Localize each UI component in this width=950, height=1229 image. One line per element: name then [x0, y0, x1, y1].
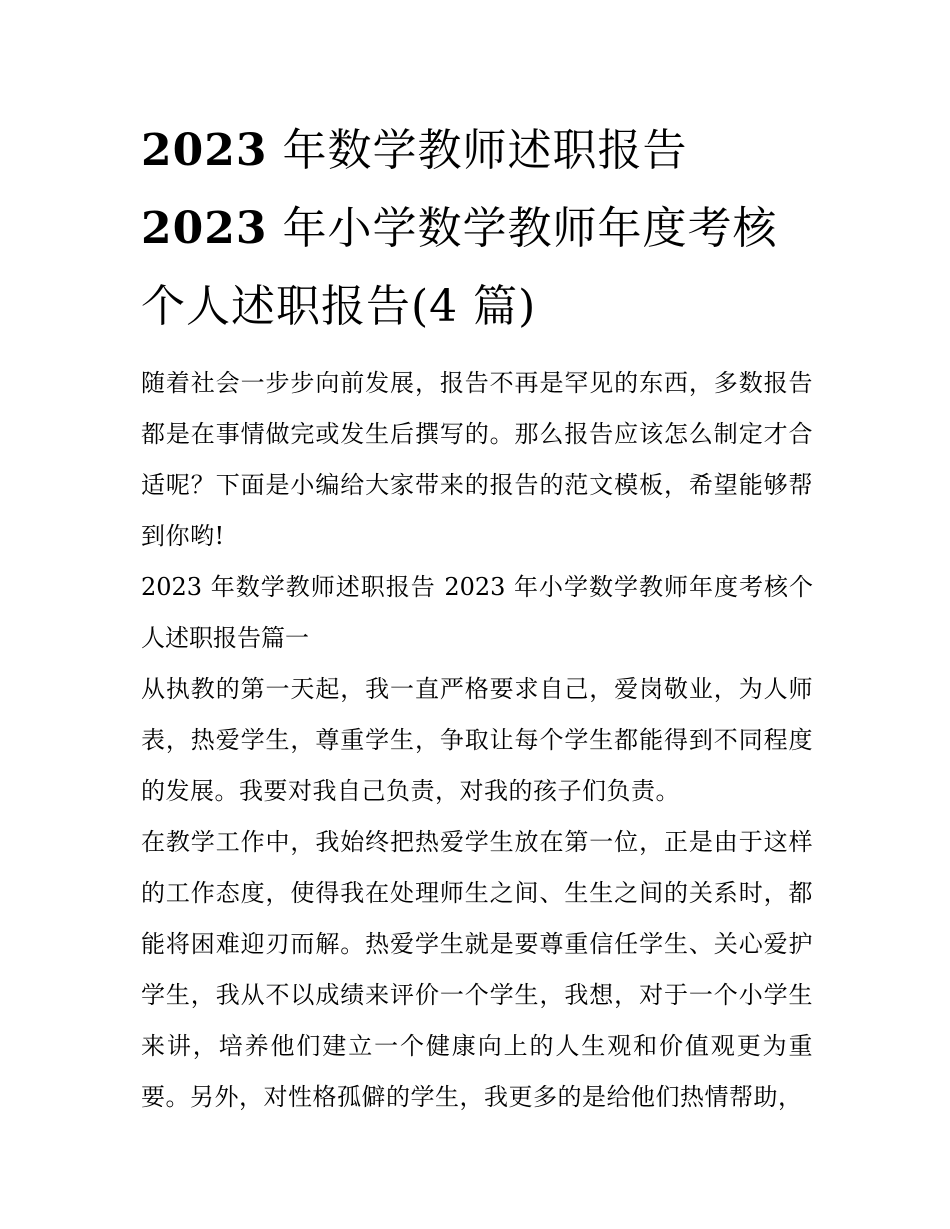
- section-heading: 2023 年数学教师述职报告 2023 年小学数学教师年度考核个人述职报告篇一: [141, 573, 813, 652]
- title-line-3: [141, 268, 813, 346]
- title-year: 2023: [141, 125, 268, 176]
- title-year: 2023: [141, 203, 268, 254]
- title-line-2: [141, 190, 813, 268]
- body-paragraph: 在教学工作中，我始终把热爱学生放在第一位，正是由于这样的工作态度，使得我在处理师生之间、生生之间的关系时，都能将困难迎刃而解。热爱学生就是要尊重信任学生、关心爱护学生，我从不以成绩来评价一个学生，我想，对于一个小学生来讲，培养他们建立一个健康向上的人生观和价值观更为重要。另外，对性格孤僻的学生，我更多的是给他们热情帮助，: [141, 828, 813, 1111]
- title-text: 年数学教师述职报告: [267, 125, 688, 176]
- title-text: 个人述职报告(4 篇): [141, 281, 537, 332]
- document-page: [141, 112, 813, 1123]
- intro-paragraph: 随着社会一步步向前发展，报告不再是罕见的东西，多数报告都是在事情做完或发生后撰写的。那么报告应该怎么制定才合适呢？下面是小编给大家带来的报告的范文模板，希望能够帮到你哟!: [141, 369, 813, 550]
- title-text: 年小学数学教师年度考核: [267, 203, 778, 254]
- body-paragraph: 从执教的第一天起，我一直严格要求自己，爱岗敬业，为人师表，热爱学生，尊重学生，争取让每个学生都能得到不同程度的发展。我要对我自己负责，对我的孩子们负责。: [141, 675, 813, 805]
- document-title: [141, 112, 813, 346]
- title-line-1: [141, 112, 813, 190]
